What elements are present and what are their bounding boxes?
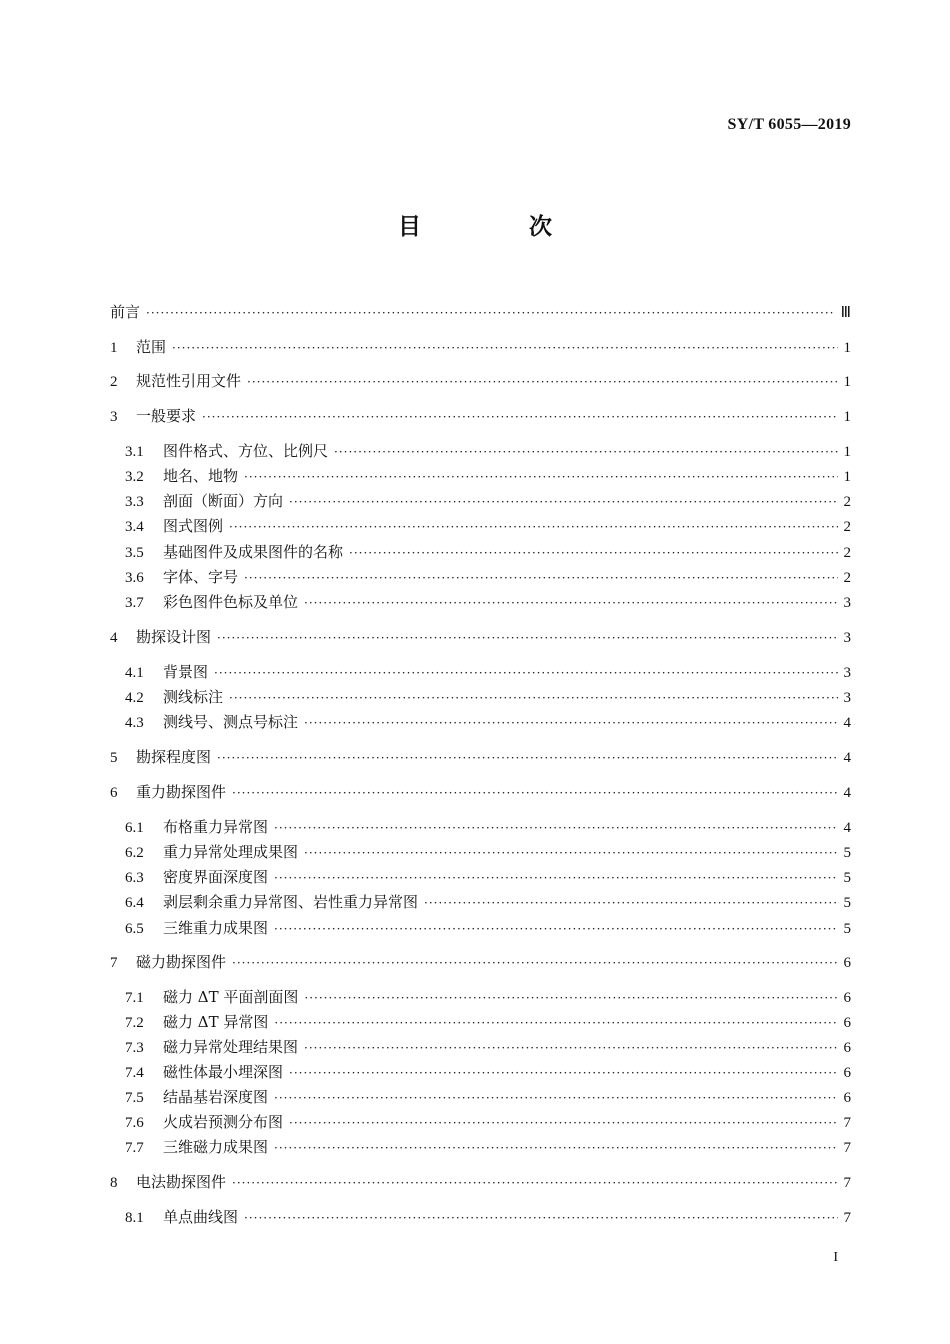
toc-entry[interactable] — [110, 337, 851, 358]
toc-entry-title: 彩色图件色标及单位 — [163, 593, 299, 611]
dot-leader — [349, 543, 837, 563]
dot-leader — [202, 407, 837, 427]
toc-entry-number: 6.3 — [125, 870, 144, 886]
toc-entry[interactable] — [125, 892, 851, 913]
toc-entry-page: 1 — [843, 409, 851, 425]
toc-entry-title: 剖面（断面）方向 — [163, 492, 284, 510]
toc-entry-title: 磁力 ΔT 异常图 — [163, 1013, 269, 1031]
toc-entry-page: 6 — [843, 990, 851, 1006]
toc-entry-title: 磁力异常处理结果图 — [163, 1038, 299, 1056]
toc-entry[interactable] — [125, 1062, 851, 1083]
toc-entry-page: 3 — [843, 665, 851, 681]
toc-entry-page: 7 — [843, 1140, 851, 1156]
toc-entry-page: 3 — [843, 630, 851, 646]
toc-entry[interactable] — [125, 567, 851, 588]
dot-leader — [304, 713, 837, 733]
toc-entry[interactable] — [125, 1012, 851, 1033]
toc-entry[interactable] — [125, 842, 851, 863]
dot-leader — [274, 1138, 837, 1158]
dot-leader — [244, 568, 837, 588]
dot-leader — [247, 372, 837, 392]
toc-entry-page: 2 — [843, 545, 851, 561]
dot-leader — [232, 783, 837, 803]
standard-code: SY/T 6055—2019 — [727, 116, 851, 133]
toc-entry-number: 4 — [110, 630, 118, 646]
toc-entry-title: 字体、字号 — [163, 568, 239, 586]
toc-entry-number: 8 — [110, 1175, 118, 1191]
toc-entry-number: 3 — [110, 409, 118, 425]
toc-entry-title: 测线号、测点号标注 — [163, 713, 299, 731]
toc-entry-page: 5 — [843, 845, 851, 861]
toc-entry-number: 5 — [110, 750, 118, 766]
toc-entry[interactable] — [110, 302, 851, 323]
toc-entry-page: 5 — [843, 921, 851, 937]
page-number: I — [833, 1250, 838, 1265]
toc-entry-number: 3.6 — [125, 570, 144, 586]
toc-entry-page: 7 — [843, 1115, 851, 1131]
toc-entry-title: 剥层剩余重力异常图、岩性重力异常图 — [163, 893, 419, 911]
toc-entry[interactable] — [110, 406, 851, 427]
dot-leader — [232, 1173, 837, 1193]
toc-entry[interactable] — [125, 592, 851, 613]
toc-entry-number: 6.4 — [125, 895, 144, 911]
toc-entry-page: Ⅲ — [840, 305, 851, 321]
dot-leader — [274, 868, 837, 888]
toc-entry[interactable] — [125, 987, 851, 1008]
toc-entry-title: 一般要求 — [136, 407, 197, 425]
toc-entry-number: 7.5 — [125, 1090, 144, 1106]
toc-entry-page: 4 — [843, 785, 851, 801]
toc-entry-title: 火成岩预测分布图 — [163, 1113, 284, 1131]
toc-entry-page: 3 — [843, 690, 851, 706]
dot-leader — [289, 1063, 837, 1083]
toc-entry[interactable] — [110, 627, 851, 648]
toc-entry[interactable] — [125, 516, 851, 537]
dot-leader — [274, 1013, 837, 1033]
toc-entry-title: 三维磁力成果图 — [163, 1138, 269, 1156]
dot-leader — [274, 818, 837, 838]
toc-entry-page: 3 — [843, 595, 851, 611]
toc-entry-number: 7.3 — [125, 1040, 144, 1056]
toc-entry[interactable] — [125, 542, 851, 563]
dot-leader — [214, 663, 837, 683]
toc-entry[interactable] — [125, 1112, 851, 1133]
toc-entry[interactable] — [125, 1087, 851, 1108]
toc-entry[interactable] — [125, 662, 851, 683]
toc-entry-title: 勘探程度图 — [136, 748, 212, 766]
toc-entry-number: 3.4 — [125, 519, 144, 535]
toc-entry-number: 6.2 — [125, 845, 144, 861]
toc-entry[interactable] — [125, 466, 851, 487]
dot-leader — [217, 628, 837, 648]
toc-entry-title: 前言 — [110, 303, 141, 321]
toc-entry-number: 8.1 — [125, 1210, 144, 1226]
toc-entry[interactable] — [110, 1172, 851, 1193]
toc-entry-number: 3.1 — [125, 444, 144, 460]
toc-entry[interactable] — [125, 491, 851, 512]
toc-entry-number: 7.2 — [125, 1015, 144, 1031]
dot-leader — [289, 492, 837, 512]
toc-entry-page: 4 — [843, 750, 851, 766]
toc-entry-number: 1 — [110, 340, 118, 356]
dot-leader — [334, 442, 837, 462]
dot-leader — [146, 303, 835, 323]
toc-entry-title: 图件格式、方位、比例尺 — [163, 442, 329, 460]
toc-entry[interactable] — [125, 687, 851, 708]
toc-entry-number: 7 — [110, 955, 118, 971]
toc-entry[interactable] — [125, 918, 851, 939]
dot-leader — [304, 988, 837, 1008]
toc-entry-number: 4.1 — [125, 665, 144, 681]
toc-entry-number: 7.1 — [125, 990, 144, 1006]
toc-entry-number: 7.7 — [125, 1140, 144, 1156]
toc-entry-page: 2 — [843, 570, 851, 586]
toc-entry-page: 1 — [843, 444, 851, 460]
toc-entry-title: 结晶基岩深度图 — [163, 1088, 269, 1106]
toc-entry-title: 背景图 — [163, 663, 209, 681]
dot-leader — [244, 467, 837, 487]
toc-entry[interactable] — [125, 712, 851, 733]
dot-leader — [244, 1208, 837, 1228]
dot-leader — [229, 517, 837, 537]
toc-entry-title: 勘探设计图 — [136, 628, 212, 646]
toc-entry-page: 2 — [843, 494, 851, 510]
toc-entry-page: 5 — [843, 870, 851, 886]
toc-entry-number: 6.1 — [125, 820, 144, 836]
toc-entry[interactable] — [110, 782, 851, 803]
dot-leader — [424, 893, 837, 913]
toc-entry-page: 1 — [843, 340, 851, 356]
dot-leader — [304, 1038, 837, 1058]
toc-entry-page: 5 — [843, 895, 851, 911]
toc-entry-number: 4.2 — [125, 690, 144, 706]
toc-entry-page: 4 — [843, 820, 851, 836]
dot-leader — [217, 748, 837, 768]
toc-entry[interactable] — [125, 1037, 851, 1058]
toc-entry[interactable] — [110, 747, 851, 768]
toc-entry-title: 磁力勘探图件 — [136, 953, 227, 971]
toc-entry-title: 测线标注 — [163, 688, 224, 706]
toc-entry-title: 布格重力异常图 — [163, 818, 269, 836]
dot-leader — [304, 843, 837, 863]
toc-entry-number: 2 — [110, 374, 118, 390]
dot-leader — [274, 1088, 837, 1108]
toc-entry-title: 重力异常处理成果图 — [163, 843, 299, 861]
toc-entry[interactable] — [125, 817, 851, 838]
toc-entry[interactable] — [125, 867, 851, 888]
toc-entry-number: 7.6 — [125, 1115, 144, 1131]
toc-entry-page: 6 — [843, 1040, 851, 1056]
toc-entry-page: 6 — [843, 1065, 851, 1081]
toc-entry-title: 地名、地物 — [163, 467, 239, 485]
toc-entry-page: 6 — [843, 1015, 851, 1031]
toc-entry-page: 1 — [843, 469, 851, 485]
toc-entry-number: 3.7 — [125, 595, 144, 611]
toc-entry-title: 单点曲线图 — [163, 1208, 239, 1226]
toc-entry-title: 磁力 ΔT 平面剖面图 — [163, 988, 299, 1006]
toc-entry-number: 4.3 — [125, 715, 144, 731]
dot-leader — [232, 953, 837, 973]
toc-entry-title: 规范性引用文件 — [136, 372, 242, 390]
toc-entry-title: 图式图例 — [163, 517, 224, 535]
dot-leader — [304, 593, 837, 613]
dot-leader — [172, 338, 837, 358]
toc-entry-page: 6 — [843, 1090, 851, 1106]
toc-entry-page: 2 — [843, 519, 851, 535]
toc-entry-title: 范围 — [136, 338, 167, 356]
toc-entry-page: 4 — [843, 715, 851, 731]
toc-entry-number: 3.5 — [125, 545, 144, 561]
toc-entry-number: 3.2 — [125, 469, 144, 485]
toc-entry-page: 6 — [843, 955, 851, 971]
dot-leader — [289, 1113, 837, 1133]
toc-entry-title: 三维重力成果图 — [163, 919, 269, 937]
toc-entry-number: 6.5 — [125, 921, 144, 937]
toc-entry[interactable] — [125, 1137, 851, 1158]
toc-entry-title: 电法勘探图件 — [136, 1173, 227, 1191]
toc-entry[interactable] — [125, 441, 851, 462]
toc-entry-title: 重力勘探图件 — [136, 783, 227, 801]
page-title: 目 次 — [397, 214, 602, 240]
toc-entry-number: 7.4 — [125, 1065, 144, 1081]
toc-entry-title: 磁性体最小埋深图 — [163, 1063, 284, 1081]
toc-entry-page: 7 — [843, 1175, 851, 1191]
toc-entry-number: 6 — [110, 785, 118, 801]
toc-entry[interactable] — [110, 952, 851, 973]
toc-entry[interactable] — [110, 371, 851, 392]
dot-leader — [274, 919, 837, 939]
toc-entry-page: 7 — [843, 1210, 851, 1226]
toc-entry-number: 3.3 — [125, 494, 144, 510]
dot-leader — [229, 688, 837, 708]
toc-entry-title: 基础图件及成果图件的名称 — [163, 543, 344, 561]
toc-entry-page: 1 — [843, 374, 851, 390]
toc-entry-title: 密度界面深度图 — [163, 868, 269, 886]
toc-entry[interactable] — [125, 1207, 851, 1228]
